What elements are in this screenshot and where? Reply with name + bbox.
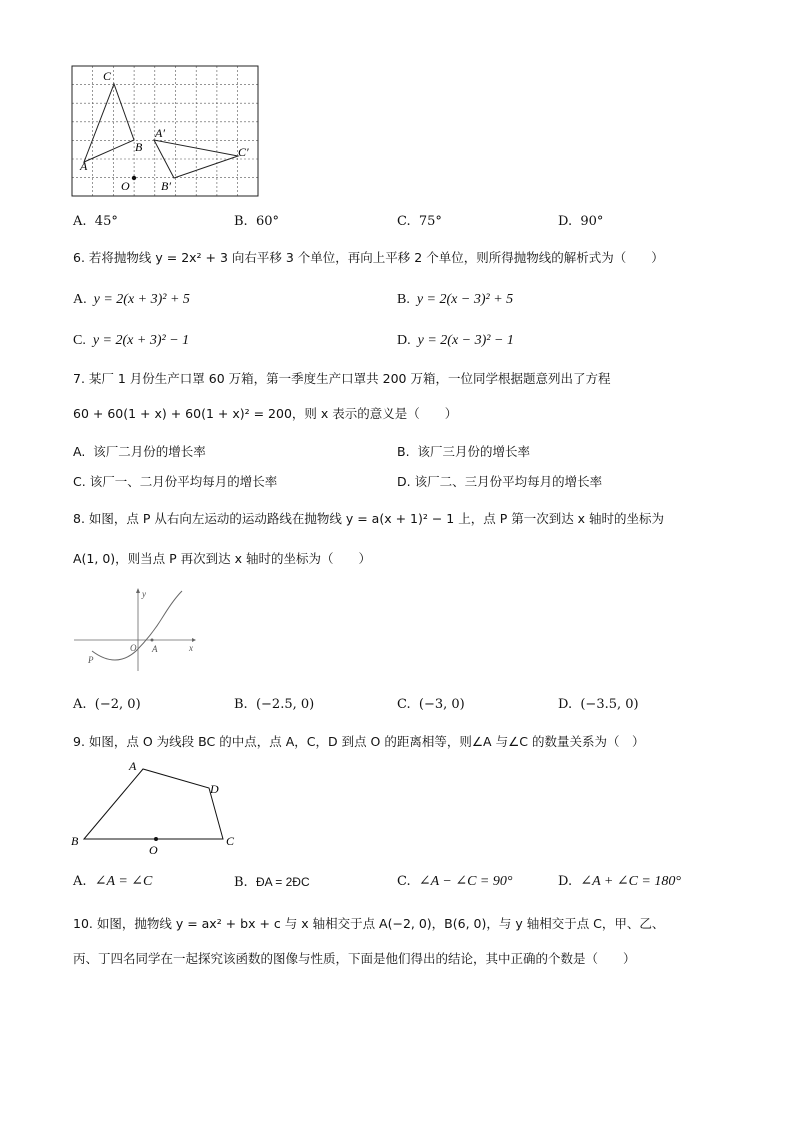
label-a: A: [152, 644, 158, 654]
q7-option-a[interactable]: [73, 443, 206, 461]
label-a: A: [129, 759, 137, 773]
option-letter: C.: [397, 214, 411, 229]
option-text: 90°: [580, 214, 604, 229]
option-letter: B.: [397, 444, 410, 459]
q10-stem-line1: 10. 如图，抛物线 y = ax² + bx + c 与 x 轴相交于点 A(−2, 0)，B(6, 0)，与 y 轴相交于点 C，甲、乙、: [73, 916, 665, 931]
label-o: O: [149, 843, 158, 857]
q6-option-a[interactable]: [73, 291, 190, 309]
option-letter: D.: [558, 214, 573, 229]
option-text: ∠A − ∠C = 90°: [418, 874, 513, 889]
parabola-curve: [92, 591, 182, 660]
q6-stem: 6. 若将抛物线 y = 2x² + 3 向右平移 3 个单位，再向上平移 2 个单位，则所得抛物线的解析式为（ ）: [73, 250, 664, 265]
y-axis-arrow: [136, 588, 140, 593]
x-axis-arrow: [192, 638, 196, 642]
option-text: 该厂一、二月份平均每月的增长率: [89, 474, 278, 489]
option-letter: A.: [73, 874, 87, 889]
q6-option-c[interactable]: [73, 332, 189, 350]
point-a: [151, 639, 154, 642]
label-c: C: [103, 69, 112, 83]
q7-option-d[interactable]: [397, 473, 602, 491]
q9-quadrilateral-figure: [68, 757, 248, 857]
label-p: P: [88, 655, 94, 665]
option-text: (−2.5, 0): [255, 697, 315, 712]
option-letter: C.: [73, 333, 86, 348]
label-a-prime: A′: [155, 126, 165, 140]
option-letter: D.: [558, 874, 573, 889]
option-letter: D.: [558, 697, 573, 712]
q9-stem: 9. 如图，点 O 为线段 BC 的中点，点 A，C，D 到点 O 的距离相等，则∠A 与∠C 的数量关系为（ ）: [73, 734, 645, 749]
q7-stem-line2: 60 + 60(1 + x) + 60(1 + x)² = 200，则 x 表示的意义是（ ）: [73, 406, 458, 421]
option-text: y = 2(x + 3)² + 5: [93, 292, 190, 307]
q9-option-a[interactable]: [73, 873, 152, 891]
quadrilateral-abcd: [84, 769, 223, 839]
q8-option-c[interactable]: [397, 696, 465, 714]
q8-stem-line1: 8. 如图，点 P 从右向左运动的运动路线在抛物线 y = a(x + 1)² − 1 上，点 P 第一次到达 x 轴时的坐标为: [73, 511, 665, 526]
option-text: y = 2(x + 3)² − 1: [92, 333, 190, 348]
label-b: B: [135, 140, 143, 154]
label-d: D: [210, 782, 219, 796]
q5-option-b[interactable]: [234, 213, 279, 231]
option-letter: C.: [73, 474, 86, 489]
q5-option-a[interactable]: [73, 213, 118, 231]
option-text: 该厂三月份的增长率: [417, 444, 531, 459]
label-c: C: [226, 834, 235, 848]
q5-grid-figure: [70, 64, 265, 199]
q8-option-b[interactable]: [234, 696, 314, 714]
option-letter: A.: [73, 697, 87, 712]
option-letter: D.: [397, 333, 411, 348]
option-text: 60°: [255, 214, 279, 229]
q9-option-c[interactable]: [397, 873, 512, 891]
label-b-prime: B′: [161, 179, 171, 193]
option-text: ∠A + ∠C = 180°: [580, 874, 681, 889]
option-text: 75°: [418, 214, 442, 229]
q8-option-d[interactable]: [558, 696, 639, 714]
q7-option-b[interactable]: [397, 443, 530, 461]
q9-option-d[interactable]: [558, 873, 681, 891]
grid-border: [72, 66, 258, 196]
option-text: (−2, 0): [94, 697, 141, 712]
q8-option-a[interactable]: [73, 696, 141, 714]
option-text: 该厂二、三月份平均每月的增长率: [414, 474, 603, 489]
option-letter: A.: [73, 214, 87, 229]
option-text: ∠A = ∠C: [94, 874, 153, 889]
q6-option-b[interactable]: [397, 291, 513, 309]
q8-parabola-figure: [72, 585, 198, 675]
option-letter: B.: [234, 214, 248, 229]
option-text: ÐA = 2ÐC: [255, 875, 310, 889]
label-o: O: [130, 643, 137, 653]
q5-option-c[interactable]: [397, 213, 442, 231]
triangle-abc: [84, 84, 134, 162]
option-letter: A.: [73, 444, 86, 459]
q6-option-d[interactable]: [397, 332, 514, 350]
point-o: [154, 837, 158, 841]
option-text: 45°: [94, 214, 118, 229]
label-a: A: [80, 159, 88, 173]
option-letter: C.: [397, 874, 411, 889]
option-letter: B.: [234, 697, 248, 712]
option-letter: D.: [397, 474, 411, 489]
label-c-prime: C′: [238, 145, 249, 159]
option-text: y = 2(x − 3)² + 5: [416, 292, 514, 307]
q7-option-c[interactable]: [73, 473, 277, 491]
q5-option-d[interactable]: [558, 213, 603, 231]
label-y: y: [142, 589, 146, 599]
option-letter: A.: [73, 292, 87, 307]
option-text: 该厂二月份的增长率: [93, 444, 206, 459]
point-o: [132, 176, 136, 180]
label-b: B: [71, 834, 79, 848]
option-letter: C.: [397, 697, 411, 712]
option-text: y = 2(x − 3)² − 1: [417, 333, 514, 348]
option-letter: B.: [234, 875, 248, 890]
option-text: (−3.5, 0): [580, 697, 639, 712]
option-text: (−3, 0): [418, 697, 465, 712]
label-o: O: [121, 179, 130, 193]
option-letter: B.: [397, 292, 410, 307]
q9-option-b[interactable]: [234, 873, 310, 892]
q10-stem-line2: 丙、丁四名同学在一起探究该函数的图像与性质，下面是他们得出的结论，其中正确的个数是（ ）: [73, 951, 636, 966]
label-x: x: [189, 643, 193, 653]
q7-stem-line1: 7. 某厂 1 月份生产口罩 60 万箱，第一季度生产口罩共 200 万箱，一位同学根据题意列出了方程: [73, 371, 611, 386]
q8-stem-line2: A(1, 0)，则当点 P 再次到达 x 轴时的坐标为（ ）: [73, 551, 371, 566]
